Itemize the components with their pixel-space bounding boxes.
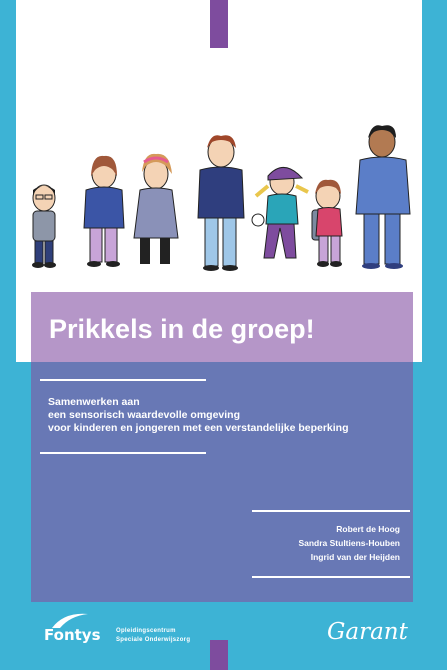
author-list (298, 522, 400, 564)
divider-rule-upper-right (252, 510, 410, 512)
child-figure-5 (252, 167, 308, 258)
child-figure-3 (134, 154, 178, 264)
child-figure-2 (84, 156, 124, 267)
fontys-subtitle-line: Opleidingscentrum (116, 628, 176, 634)
divider-rule-upper-left (40, 379, 206, 381)
garant-logo: Garant (327, 619, 408, 645)
divider-rule-lower-left (40, 452, 206, 454)
fontys-wordmark: Fontys (44, 626, 101, 644)
subtitle-line: voor kinderen en jongeren met een verstandelijke beperking (48, 422, 349, 434)
author-name: Ingrid van der Heijden (310, 552, 400, 562)
author-name: Sandra Stultiens-Houben (298, 538, 400, 548)
fontys-subtitle-line: Speciale Onderwijszorg (116, 637, 191, 643)
subtitle-line: Samenwerken aan (48, 396, 140, 408)
title-band (31, 292, 413, 362)
children-group-illustration (16, 110, 422, 280)
child-figure-7 (356, 125, 410, 269)
book-title: Prikkels in de groep! (49, 314, 315, 344)
subtitle-line: een sensorisch waardevolle omgeving (48, 409, 240, 421)
fontys-logo (40, 610, 210, 650)
book-subtitle (48, 396, 349, 435)
child-figure-1 (32, 185, 56, 268)
child-figure-6 (312, 180, 342, 267)
author-name: Robert de Hoog (336, 524, 400, 534)
purple-accent-bar-bottom (210, 640, 228, 670)
purple-accent-bar-top (210, 0, 228, 48)
divider-rule-lower-right (252, 576, 410, 578)
child-figure-4 (198, 135, 244, 271)
fontys-subtitle (116, 627, 190, 645)
